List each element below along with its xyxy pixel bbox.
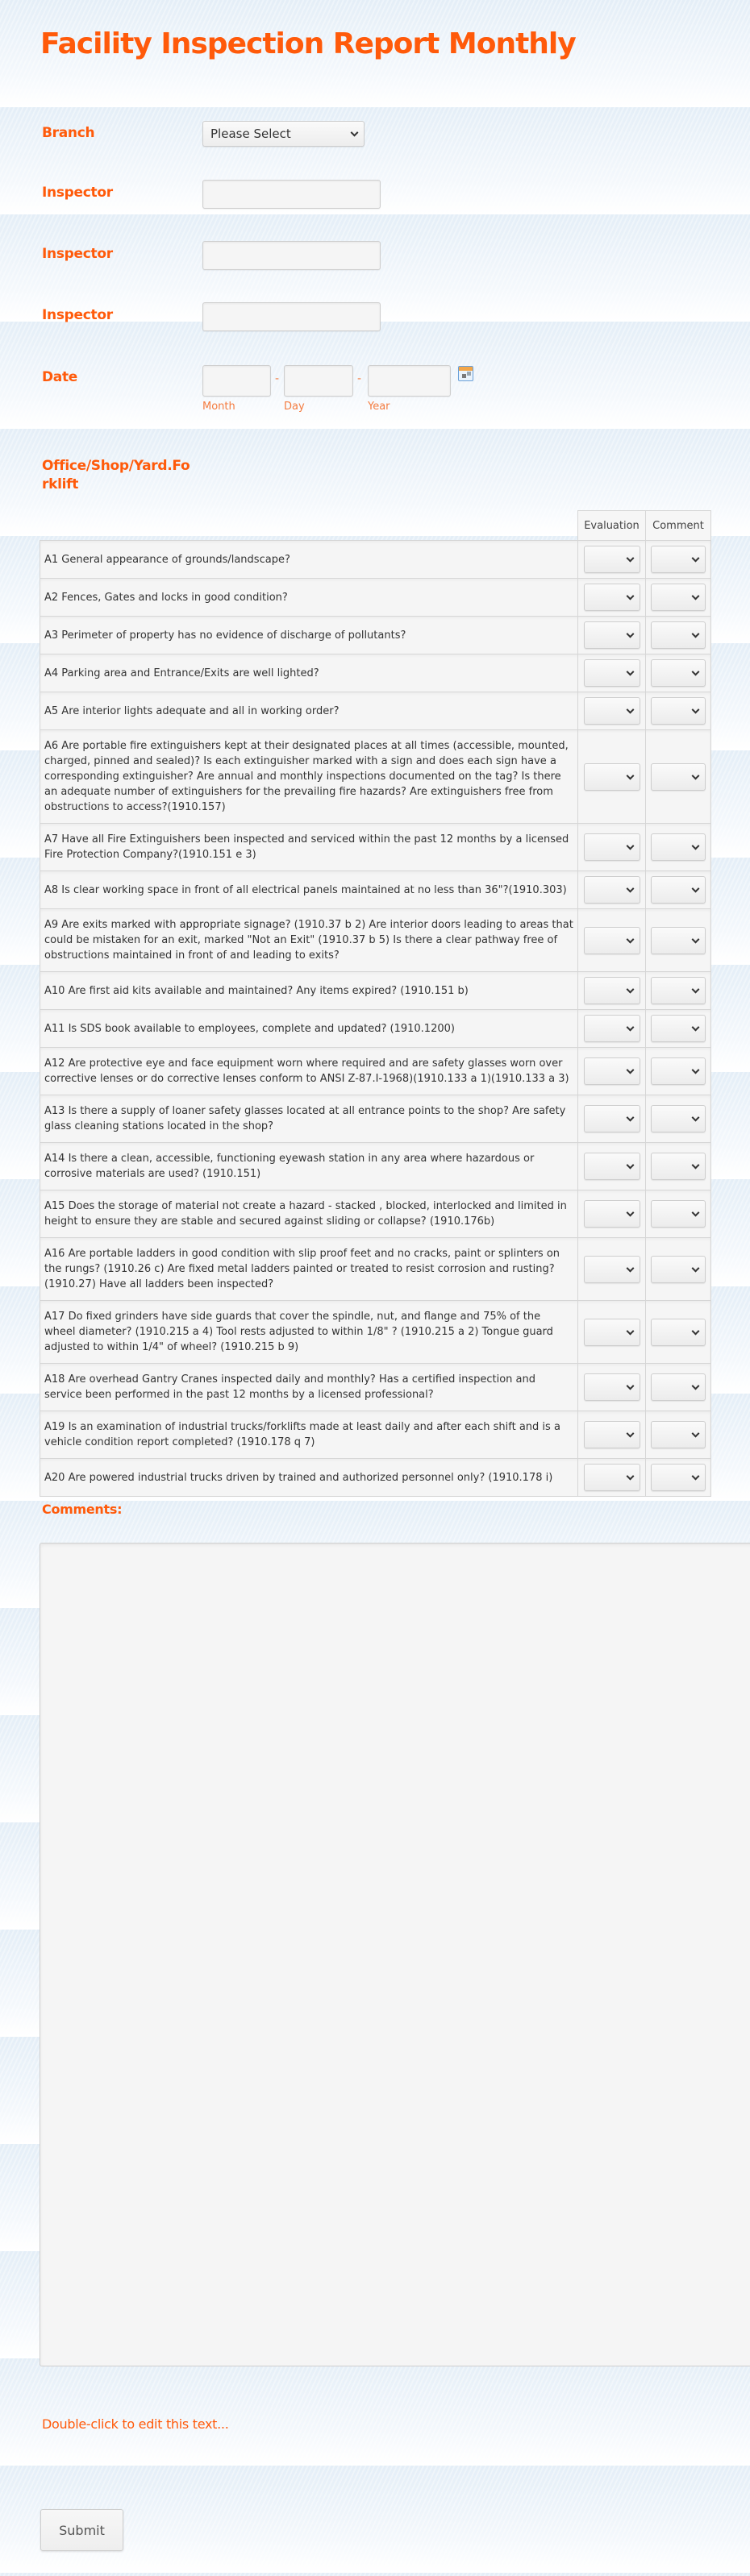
branch-select-value: Please Select xyxy=(210,127,291,141)
question-label: A4 Parking area and Entrance/Exits are well lighted? xyxy=(44,667,319,679)
question-text xyxy=(40,909,578,971)
comment-select[interactable] xyxy=(651,1200,706,1228)
table-row xyxy=(40,1048,710,1095)
evaluation-cell xyxy=(578,1190,646,1237)
chevron-down-icon xyxy=(626,630,634,638)
chevron-down-icon xyxy=(626,1024,634,1032)
comment-cell xyxy=(646,1459,710,1496)
chevron-down-icon xyxy=(626,986,634,994)
chevron-down-icon xyxy=(692,668,700,676)
inspector-label-2: Inspector xyxy=(42,246,113,262)
matrix-label-line-1: Office/Shop/Yard.Fo xyxy=(42,458,190,474)
chevron-down-icon xyxy=(351,129,359,137)
chevron-down-icon xyxy=(692,1024,700,1032)
question-text xyxy=(40,654,578,692)
branch-label: Branch xyxy=(42,125,95,141)
comments-label: Comments: xyxy=(42,1502,123,1517)
table-row xyxy=(40,541,710,579)
evaluation-select[interactable] xyxy=(584,659,640,687)
comment-cell xyxy=(646,1048,710,1095)
inspector-input-3[interactable] xyxy=(202,302,381,331)
evaluation-cell xyxy=(578,909,646,971)
question-label: A17 Do fixed grinders have side guards that cover the spindle, nut, and flange and 75% of the wheel diameter? (1910.215 a 4) Tool rests adjusted to within 1/8" ? (1910.215 a 2) Tongue guard adjusted to within 1/4" of wheel? (1910.215 b 9) xyxy=(44,1311,553,1353)
evaluation-cell xyxy=(578,1364,646,1411)
date-separator: - xyxy=(357,372,362,385)
question-text xyxy=(40,1010,578,1047)
chevron-down-icon xyxy=(626,771,634,779)
evaluation-select[interactable] xyxy=(584,1057,640,1085)
chevron-down-icon xyxy=(626,1114,634,1122)
evaluation-select[interactable] xyxy=(584,763,640,791)
question-text xyxy=(40,1459,578,1496)
evaluation-cell xyxy=(578,617,646,654)
question-text xyxy=(40,871,578,908)
evaluation-select[interactable] xyxy=(584,1373,640,1401)
chevron-down-icon xyxy=(692,1430,700,1438)
chevron-down-icon xyxy=(692,1066,700,1074)
chevron-down-icon xyxy=(692,592,700,600)
evaluation-select[interactable] xyxy=(584,621,640,649)
chevron-down-icon xyxy=(626,555,634,563)
date-month-input[interactable] xyxy=(202,365,271,397)
chevron-down-icon xyxy=(626,1066,634,1074)
evaluation-select[interactable] xyxy=(584,1464,640,1491)
inspector-label-3: Inspector xyxy=(42,307,113,323)
comment-cell xyxy=(646,654,710,692)
table-row xyxy=(40,654,710,692)
chevron-down-icon xyxy=(692,1327,700,1335)
column-header-evaluation: Evaluation xyxy=(578,511,646,540)
comment-select[interactable] xyxy=(651,697,706,725)
comment-cell xyxy=(646,1238,710,1300)
question-text xyxy=(40,824,578,870)
comment-select[interactable] xyxy=(651,927,706,954)
question-label: A11 Is SDS book available to employees, complete and updated? (1910.1200) xyxy=(44,1022,455,1035)
evaluation-cell xyxy=(578,1411,646,1458)
chevron-down-icon xyxy=(692,986,700,994)
comment-cell xyxy=(646,972,710,1009)
question-label: A1 General appearance of grounds/landscape? xyxy=(44,553,290,566)
evaluation-cell xyxy=(578,579,646,616)
question-text xyxy=(40,692,578,729)
table-row xyxy=(40,1411,710,1459)
chevron-down-icon xyxy=(626,1382,634,1390)
comment-select[interactable] xyxy=(651,833,706,861)
comment-select[interactable] xyxy=(651,1105,706,1132)
question-text xyxy=(40,1364,578,1411)
date-month-sublabel: Month xyxy=(202,401,235,413)
evaluation-cell xyxy=(578,654,646,692)
comment-cell xyxy=(646,909,710,971)
question-label: A16 Are portable ladders in good condition with slip proof feet and no cracks, paint or splinters on the rungs? (1910.26 c) Are fixed metal ladders painted or treated to resist corrosion and rusting? (1910.27) Have all ladders been inspected? xyxy=(44,1248,560,1290)
table-row xyxy=(40,617,710,654)
question-label: A10 Are first aid kits available and maintained? Any items expired? (1910.151 b) xyxy=(44,984,469,997)
evaluation-select[interactable] xyxy=(584,1319,640,1346)
question-text xyxy=(40,1411,578,1458)
evaluation-select[interactable] xyxy=(584,584,640,611)
evaluation-select[interactable] xyxy=(584,1105,640,1132)
evaluation-cell xyxy=(578,871,646,908)
chevron-down-icon xyxy=(692,1209,700,1217)
table-row xyxy=(40,909,710,972)
chevron-down-icon xyxy=(626,885,634,893)
chevron-down-icon xyxy=(692,706,700,714)
question-label: A19 Is an examination of industrial trucks/forklifts made at least daily and after each shift and is a vehicle condition report completed? (1910.178 q 7) xyxy=(44,1421,560,1448)
evaluation-cell xyxy=(578,1238,646,1300)
comment-select[interactable] xyxy=(651,546,706,573)
chevron-down-icon xyxy=(692,1382,700,1390)
calendar-icon[interactable] xyxy=(458,366,473,381)
comment-cell xyxy=(646,541,710,578)
evaluation-cell xyxy=(578,1459,646,1496)
chevron-down-icon xyxy=(692,1114,700,1122)
evaluation-cell xyxy=(578,1010,646,1047)
chevron-down-icon xyxy=(692,771,700,779)
comment-cell xyxy=(646,1364,710,1411)
date-day-sublabel: Day xyxy=(284,401,305,413)
matrix-header xyxy=(577,510,711,540)
comment-select[interactable] xyxy=(651,1373,706,1401)
chevron-down-icon xyxy=(626,1264,634,1272)
question-label: A7 Have all Fire Extinguishers been inspected and serviced within the past 12 months by a licensed Fire Protection Company?(1910.151 e 3) xyxy=(44,833,569,861)
date-year-input[interactable] xyxy=(368,365,451,397)
evaluation-cell xyxy=(578,1301,646,1363)
question-label: A15 Does the storage of material not create a hazard - stacked , blocked, interlocked and limited in height to ensure they are stable and secured against sliding or collapse? (1910.176b) xyxy=(44,1200,567,1228)
evaluation-select[interactable] xyxy=(584,697,640,725)
comment-cell xyxy=(646,692,710,729)
comment-select[interactable] xyxy=(651,1256,706,1283)
chevron-down-icon xyxy=(692,555,700,563)
table-row xyxy=(40,579,710,617)
question-label: A18 Are overhead Gantry Cranes inspected daily and monthly? Has a certified inspection and service been performed in the past 12 months by a licensed professional? xyxy=(44,1373,535,1401)
question-text xyxy=(40,1190,578,1237)
evaluation-select[interactable] xyxy=(584,876,640,904)
evaluation-cell xyxy=(578,1048,646,1095)
comment-cell xyxy=(646,617,710,654)
question-label: A6 Are portable fire extinguishers kept at their designated places at all times (accessible, mounted, charged, pinned and sealed)? Is each extinguisher marked with a sign and does each sign have a corresponding extinguisher? Are annual and monthly inspections documented on the tag? Is there an adequate number of extinguishers for the prevailing fire hazards? Are extinguishers free from obstructions to access?(1910.157) xyxy=(44,740,569,813)
chevron-down-icon xyxy=(626,668,634,676)
evaluation-cell xyxy=(578,541,646,578)
evaluation-select[interactable] xyxy=(584,927,640,954)
question-label: A9 Are exits marked with appropriate signage? (1910.37 b 2) Are interior doors leading to areas that could be mistaken for an exit, marked "Not an Exit" (1910.37 b 5) Is there a clear pathway free of obstructions maintained in front of and leading to exits? xyxy=(44,919,573,962)
table-row xyxy=(40,692,710,730)
comment-select[interactable] xyxy=(651,1421,706,1448)
question-label: A5 Are interior lights adequate and all in working order? xyxy=(44,704,340,717)
comment-cell xyxy=(646,1411,710,1458)
table-row xyxy=(40,871,710,909)
comment-select[interactable] xyxy=(651,1319,706,1346)
chevron-down-icon xyxy=(626,1327,634,1335)
table-row xyxy=(40,1143,710,1190)
comment-cell xyxy=(646,1190,710,1237)
question-text xyxy=(40,1143,578,1190)
matrix-label-line-2: rklift xyxy=(42,476,79,492)
evaluation-select[interactable] xyxy=(584,1200,640,1228)
question-text xyxy=(40,730,578,823)
date-label: Date xyxy=(42,369,78,385)
editable-text-block[interactable]: Double-click to edit this text... xyxy=(42,2416,229,2432)
comment-cell xyxy=(646,1143,710,1190)
comment-cell xyxy=(646,1095,710,1142)
question-label: A14 Is there a clean, accessible, functioning eyewash station in any area where hazardous or corrosive materials are used? (1910.151) xyxy=(44,1153,535,1180)
evaluation-cell xyxy=(578,824,646,870)
chevron-down-icon xyxy=(692,1264,700,1272)
chevron-down-icon xyxy=(692,842,700,850)
table-row xyxy=(40,1190,710,1238)
chevron-down-icon xyxy=(626,592,634,600)
chevron-down-icon xyxy=(626,935,634,943)
evaluation-cell xyxy=(578,972,646,1009)
comment-select[interactable] xyxy=(651,584,706,611)
question-label: A2 Fences, Gates and locks in good condition? xyxy=(44,591,288,604)
table-row xyxy=(40,1238,710,1301)
table-row xyxy=(40,730,710,824)
comment-select[interactable] xyxy=(651,977,706,1004)
evaluation-cell xyxy=(578,730,646,823)
evaluation-select[interactable] xyxy=(584,1421,640,1448)
chevron-down-icon xyxy=(626,842,634,850)
form-title: Facility Inspection Report Monthly xyxy=(40,27,576,60)
chevron-down-icon xyxy=(692,885,700,893)
chevron-down-icon xyxy=(692,1161,700,1170)
question-text xyxy=(40,1301,578,1363)
question-label: A20 Are powered industrial trucks driven by trained and authorized personnel only? (1910.178 i) xyxy=(44,1471,553,1484)
chevron-down-icon xyxy=(626,1161,634,1170)
comment-select[interactable] xyxy=(651,1057,706,1085)
matrix-label xyxy=(42,457,190,494)
comment-cell xyxy=(646,824,710,870)
table-row xyxy=(40,972,710,1010)
question-text xyxy=(40,1095,578,1142)
evaluation-select[interactable] xyxy=(584,833,640,861)
chevron-down-icon xyxy=(692,935,700,943)
chevron-down-icon xyxy=(626,1209,634,1217)
question-text xyxy=(40,579,578,616)
inspector-input-2[interactable] xyxy=(202,241,381,270)
comment-select[interactable] xyxy=(651,1153,706,1180)
question-label: A8 Is clear working space in front of all electrical panels maintained at no less than 36"?(1910.303) xyxy=(44,883,567,896)
question-label: A12 Are protective eye and face equipment worn where required and are safety glasses worn over corrective lenses or do corrective lenses conform to ANSI Z-87.I-1968)(1910.133 a 1)(1910.133 a 3) xyxy=(44,1057,569,1085)
evaluation-select[interactable] xyxy=(584,977,640,1004)
comment-cell xyxy=(646,1010,710,1047)
table-row xyxy=(40,1010,710,1048)
table-row xyxy=(40,1364,710,1411)
table-row xyxy=(40,824,710,871)
chevron-down-icon xyxy=(626,706,634,714)
comment-select[interactable] xyxy=(651,876,706,904)
question-text xyxy=(40,541,578,578)
comment-select[interactable] xyxy=(651,1015,706,1042)
chevron-down-icon xyxy=(626,1473,634,1481)
comment-select[interactable] xyxy=(651,659,706,687)
comment-select[interactable] xyxy=(651,621,706,649)
evaluation-select[interactable] xyxy=(584,1256,640,1283)
branch-select[interactable] xyxy=(202,121,365,147)
evaluation-cell xyxy=(578,1143,646,1190)
inspector-label-1: Inspector xyxy=(42,185,113,201)
evaluation-select[interactable] xyxy=(584,546,640,573)
comment-cell xyxy=(646,579,710,616)
table-row xyxy=(40,1459,710,1496)
date-year-sublabel: Year xyxy=(368,401,390,413)
matrix-table xyxy=(40,540,711,1497)
table-row xyxy=(40,1301,710,1364)
evaluation-select[interactable] xyxy=(584,1015,640,1042)
submit-button[interactable]: Submit xyxy=(40,2509,123,2551)
comment-cell xyxy=(646,1301,710,1363)
chevron-down-icon xyxy=(626,1430,634,1438)
column-header-comment: Comment xyxy=(652,519,704,532)
evaluation-cell xyxy=(578,1095,646,1142)
table-row xyxy=(40,1095,710,1143)
date-separator: - xyxy=(275,372,280,385)
question-text xyxy=(40,972,578,1009)
question-text xyxy=(40,1048,578,1095)
evaluation-cell xyxy=(578,692,646,729)
question-label: A13 Is there a supply of loaner safety glasses located at all entrance points to the shop? Are safety glass cleaning stations located in the shop? xyxy=(44,1105,566,1132)
question-text xyxy=(40,1238,578,1300)
chevron-down-icon xyxy=(692,1473,700,1481)
comment-cell xyxy=(646,730,710,823)
comment-select[interactable] xyxy=(651,763,706,791)
question-text xyxy=(40,617,578,654)
comment-cell xyxy=(646,871,710,908)
question-label: A3 Perimeter of property has no evidence of discharge of pollutants? xyxy=(44,629,406,642)
comment-select[interactable] xyxy=(651,1464,706,1491)
evaluation-select[interactable] xyxy=(584,1153,640,1180)
comments-textarea[interactable] xyxy=(40,1543,750,2366)
date-day-input[interactable] xyxy=(284,365,353,397)
inspector-input-1[interactable] xyxy=(202,180,381,209)
chevron-down-icon xyxy=(692,630,700,638)
